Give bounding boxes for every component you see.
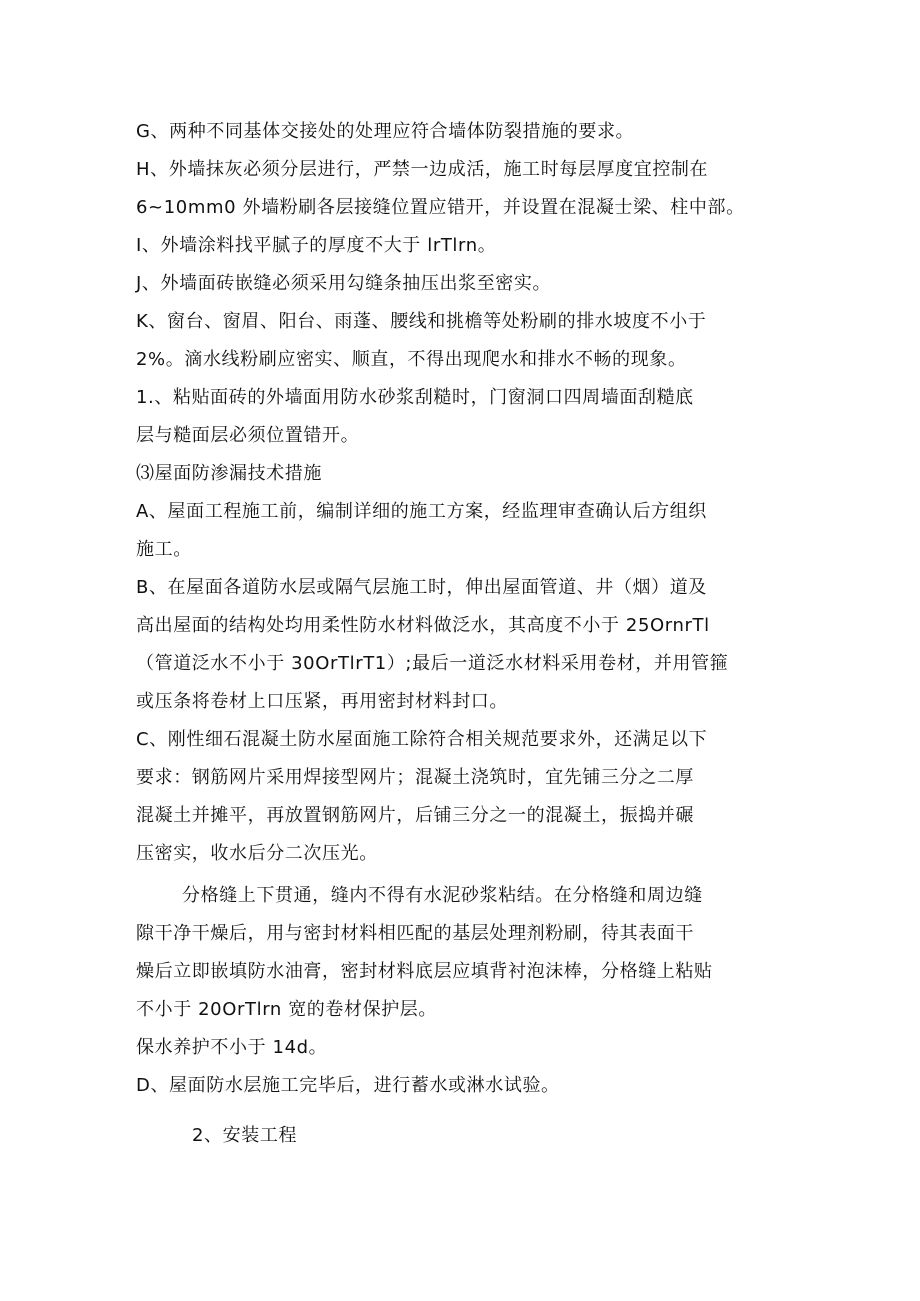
paragraph-c-line4: 压密实，收水后分二次压光。: [136, 843, 378, 864]
paragraph-b-line4: 或压条将卷材上口压紧，再用密封材料封口。: [136, 691, 508, 712]
paragraph-g: G、两种不同基体交接处的处理应符合墙体防裂措施的要求。: [136, 121, 635, 142]
paragraph-j: J、外墙面砖嵌缝必须采用勾缝条抽压出浆至密实。: [136, 273, 552, 294]
paragraph-joint-line3: 燥后立即嵌填防水油膏，密封材料底层应填背衬泡沫棒，分格缝上粘贴: [136, 961, 713, 982]
paragraph-k-line2: 2%。滴水线粉刷应密实、顺直，不得出现爬水和排水不畅的现象。: [136, 349, 687, 370]
paragraph-b-line2: 高出屋面的结构处均用柔性防水材料做泛水，其高度不小于 25OrnrTl: [136, 615, 710, 636]
paragraph-l-line2: 层与糙面层必须位置错开。: [136, 425, 360, 446]
paragraph-b-line3: （管道泛水不小于 30OrTlrT1）;最后一道泛水材料采用卷材，并用管箍: [136, 653, 729, 674]
paragraph-a-line2: 施工。: [136, 539, 192, 560]
paragraph-b-line1: B、在屋面各道防水层或隔气层施工时，伸出屋面管道、井（烟）道及: [136, 577, 707, 598]
paragraph-a-line1: A、屋面工程施工前，编制详细的施工方案，经监理审查确认后方组织: [136, 501, 707, 522]
paragraph-i: I、外墙涂料找平腻子的厚度不大于 lrTlrn。: [136, 235, 497, 256]
paragraph-h-line1: H、外墙抹灰必须分层进行，严禁一边成活，施工时每层厚度宜控制在: [136, 159, 709, 180]
paragraph-c-line1: C、刚性细石混凝土防水屋面施工除符合相关规范要求外，还满足以下: [136, 729, 708, 750]
paragraph-d: D、屋面防水层施工完毕后，进行蓄水或淋水试验。: [136, 1075, 560, 1096]
paragraph-l-line1: 1.、粘贴面砖的外墙面用防水砂浆刮糙时，门窗洞口四周墙面刮糙底: [136, 387, 694, 408]
paragraph-curing: 保水养护不小于 14d。: [136, 1037, 328, 1058]
document-body: [136, 113, 796, 1155]
paragraph-c-line2: 要求：钢筋网片采用焊接型网片；混凝土浇筑时，宜先铺三分之二厚: [136, 767, 694, 788]
paragraph-joint-line1: 分格缝上下贯通，缝内不得有水泥砂浆粘结。在分格缝和周边缝: [182, 885, 703, 906]
paragraph-h-line2: 6~10mm0 外墙粉刷各层接缝位置应错开，并设置在混凝士梁、柱中部。: [136, 197, 745, 218]
paragraph-c-line3: 混凝土并摊平，再放置钢筋网片，后铺三分之一的混凝土，振捣并碾: [136, 805, 694, 826]
section-heading-installation: 2、安装工程: [192, 1125, 298, 1146]
section-heading-roof: ⑶屋面防渗漏技术措施: [136, 463, 322, 484]
paragraph-joint-line2: 隙干净干燥后，用与密封材料相匹配的基层处理剂粉刷，待其表面干: [136, 923, 694, 944]
paragraph-joint-line4: 不小于 20OrTlrn 宽的卷材保护层。: [136, 999, 438, 1020]
paragraph-k-line1: K、窗台、窗眉、阳台、雨蓬、腰线和挑檐等处粉刷的排水坡度不小于: [136, 311, 707, 332]
